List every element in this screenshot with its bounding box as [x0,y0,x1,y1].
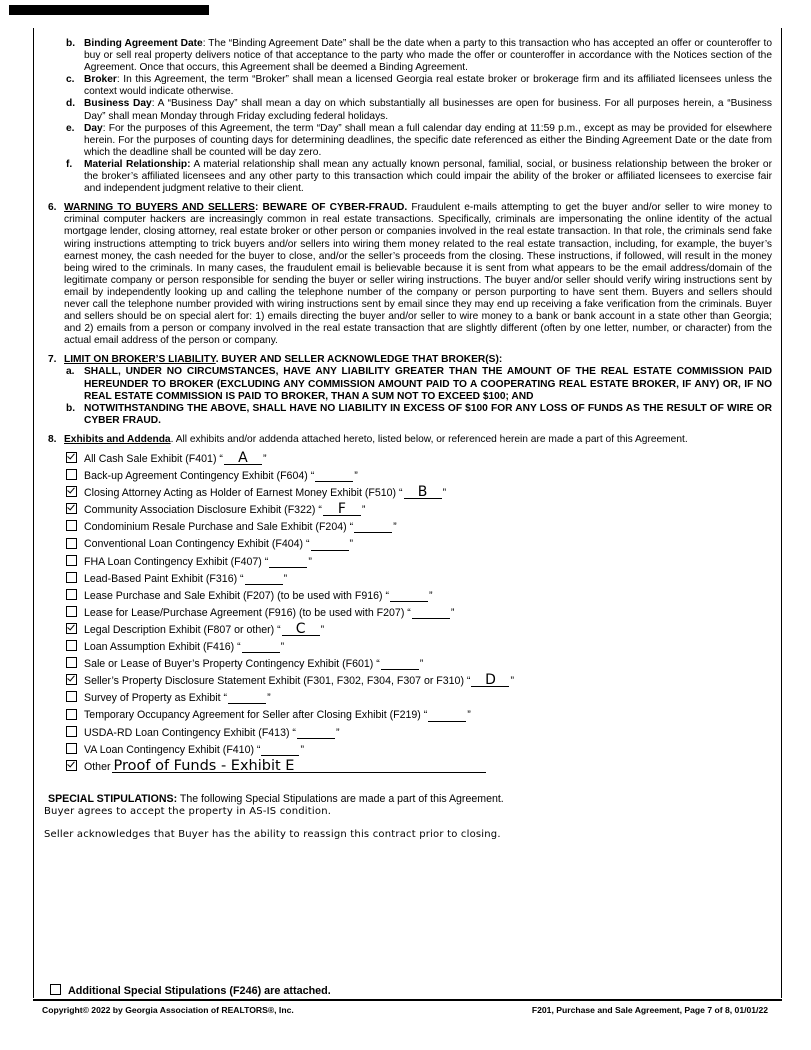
definition-f: f. Material Relationship: A material relationship shall mean any actually known personal, familial, social, or business relationship between the broker or the broker’s affiliated licensees and any other party to this transaction which could impair the ability of the broker or affiliated licensees to exercise fair and independent judgment relative to their client. [66,158,772,195]
definition-e: e. Day: For the purposes of this Agreement, the term “Day” shall mean a full calendar day ending at 11:59 p.m., except as may be provided for elsewhere herein. For the purposes of counting days for determining deadlines, the specific date referenced as either the Binding Agreement Date or the date from which the deadline shall be counted will be day zero. [66,122,772,158]
exhibit-row [66,619,772,636]
section-7b: b. NOTWITHSTANDING THE ABOVE, SHALL HAVE NO LIABILITY IN EXCESS OF $100 FOR ANY LOSS OF FUNDS AS THE RESULT OF WIRE OR CYBER FRAUD. [66,402,772,426]
exhibit-checkbox[interactable] [66,486,77,497]
exhibit-row [66,482,772,499]
close-quote: ” [283,572,288,585]
exhibit-checkbox[interactable] [66,555,77,566]
exhibit-row-other [66,756,772,773]
exhibit-letter-field[interactable] [261,755,299,756]
exhibit-row [66,670,772,687]
exhibit-letter-field[interactable] [315,481,353,482]
redaction-bar [9,5,209,15]
exhibit-checkbox[interactable] [66,743,77,754]
other-exhibit-field[interactable]: Proof of Funds - Exhibit E [112,760,486,773]
exhibit-label: FHA Loan Contingency Exhibit (F407) “ [84,555,269,568]
exhibit-row [66,739,772,756]
exhibit-label: Closing Attorney Acting as Holder of Earnest Money Exhibit (F510) “ [84,487,403,500]
close-quote: ” [429,589,433,602]
exhibit-checkbox[interactable] [66,469,77,480]
exhibit-label: Temporary Occupancy Agreement for Seller after Closing Exhibit (F219) “ [84,709,428,722]
special-stipulations-heading: SPECIAL STIPULATIONS: The following Special Stipulations are made a part of this Agreement. [48,792,504,805]
close-quote: ” [393,521,397,534]
definition-c: c. Broker: In this Agreement, the term “Broker” shall mean a licensed Georgia real estate broker or brokerage firm and its affiliated licensees unless the context would indicate otherwise. [66,74,772,98]
exhibit-row [66,516,772,533]
exhibit-label: Condominium Resale Purchase and Sale Exhibit (F204) “ [84,521,354,534]
definition-d: d. Business Day: A “Business Day” shall mean a day on which substantially all businesses are open for business. For all purposes herein, a “Business Day” shall mean Monday through Friday excluding federal holidays. [66,98,772,122]
footer-rule [33,999,782,1001]
exhibit-letter-field[interactable] [381,669,419,670]
other-checkbox[interactable] [66,760,77,771]
exhibit-label: Sale or Lease of Buyer’s Property Contingency Exhibit (F601) “ [84,658,380,671]
close-quote: ” [354,470,358,483]
exhibit-checkbox[interactable] [66,538,77,549]
exhibit-letter-field[interactable] [390,601,428,602]
exhibit-row [66,465,772,482]
close-quote: ” [320,623,325,636]
exhibit-letter-field[interactable] [428,721,466,722]
close-quote: ” [467,709,471,722]
additional-stipulations-checkbox[interactable] [50,984,61,995]
exhibit-checkbox[interactable] [66,452,77,463]
exhibit-checkbox[interactable] [66,709,77,720]
exhibit-checkbox[interactable] [66,674,77,685]
exhibit-row [66,551,772,568]
section-7-liability: 7. LIMIT ON BROKER’S LIABILITY. BUYER AND SELLER ACKNOWLEDGE THAT BROKER(S): [48,354,503,366]
exhibit-label: Lease for Lease/Purchase Agreement (F916) (to be used with F207) “ [84,606,411,619]
exhibit-row [66,687,772,704]
close-quote: ” [510,675,514,688]
exhibit-label: Lease Purchase and Sale Exhibit (F207) (to be used with F916) “ [84,589,390,602]
exhibit-label: USDA-RD Loan Contingency Exhibit (F413) “ [84,726,296,739]
close-quote: ” [308,555,312,568]
close-quote: ” [442,487,447,500]
exhibit-checkbox[interactable] [66,589,77,600]
exhibit-checkbox[interactable] [66,691,77,702]
exhibit-row [66,602,772,619]
exhibit-label: Loan Assumption Exhibit (F416) “ [84,641,241,654]
exhibit-row [66,533,772,550]
exhibit-letter-field[interactable] [412,618,450,619]
exhibit-letter-field[interactable] [297,738,335,739]
exhibit-row [66,448,772,465]
copyright: Copyright© 2022 by Georgia Association of REALTORS®, Inc. [42,1005,294,1015]
close-quote: ” [262,453,267,465]
exhibit-label: Seller’s Property Disclosure Statement Exhibit (F301, F302, F304, F307 or F310) “ [84,675,471,688]
exhibit-checkbox[interactable] [66,657,77,668]
exhibit-label: Legal Description Exhibit (F807 or other) “ [84,623,281,636]
close-quote: ” [361,504,366,517]
close-quote: ” [280,641,285,654]
exhibit-label: All Cash Sale Exhibit (F401) “ [84,453,223,465]
exhibit-row [66,499,772,516]
exhibit-letter-field[interactable]: F [323,503,361,516]
other-label: Other [84,760,111,773]
exhibit-label: Survey of Property as Exhibit “ [84,692,228,705]
exhibit-label: Back-up Agreement Contingency Exhibit (F604) “ [84,470,315,483]
close-quote: ” [267,692,271,705]
exhibit-checkbox[interactable] [66,726,77,737]
exhibit-label: Community Association Disclosure Exhibit (F322) “ [84,504,322,517]
exhibit-letter-field[interactable] [269,567,307,568]
section-6-cyber-fraud: 6. WARNING TO BUYERS AND SELLERS: BEWARE OF CYBER-FRAUD. Fraudulent e-mails attempting to get the buyer and/or seller to wire money to criminal computer hackers are increasingly common in real estate transactions. Specifically, criminals are impersonating the online identity of the actual mortgage lender, closing attorney, real estate broker or other person or companies involved in the real estate transaction. In that role, the criminals send fake wiring instructions attempting to trick buyers and/or sellers into wiring them money related to the real estate transaction, including, for example, the buyer’s earnest money, the cash needed for the buyer to close, and/or the seller’s proceeds from the closing. These instructions, if followed, will result in the money being wired to the criminals. In many cases, the fraudulent email is believable because it is sent from what appears to be the email address/domain of the legitimate company or person responsible for sending the buyer or seller wiring instructions. The buyer and/or seller should verify wiring instructions sent by email by independently looking up and calling the telephone number of the company or person purporting to have sent them. Buyers and sellers should never call the telephone number provided with wiring instructions sent by email since they may end up receiving a fake verification from the criminals. Buyer and sellers should be on special alert for: 1) emails directing the buyer and/or seller to wire money to a bank or bank account in a state other than Georgia; and 2) emails from a person or company involved in the real estate transaction that are slightly different (often by one letter, number, or character) from the actual email address of the person or company. [48,202,773,347]
close-quote: ” [300,743,304,756]
section-7a: a. SHALL, UNDER NO CIRCUMSTANCES, HAVE ANY LIABILITY GREATER THAN THE AMOUNT OF THE REAL ESTATE COMMISSION PAID HEREUNDER TO BROKER (EXCLUDING ANY COMMISSION AMOUNT PAID TO A COOPERATING REAL ESTATE BROKER, IF ANY) OR, IF NO REAL ESTATE COMMISSION IS PAID TO BROKER, THAN A SUM NOT TO EXCEED $100; AND [66,366,772,402]
close-quote: ” [335,726,340,739]
close-quote: ” [419,658,424,671]
exhibit-checkbox[interactable] [66,520,77,531]
stipulation-line: Buyer agrees to accept the property in AS-IS condition. [44,805,332,817]
exhibit-row [66,585,772,602]
exhibit-checkbox[interactable] [66,623,77,634]
exhibit-letter-field[interactable] [228,703,266,704]
exhibit-letter-field[interactable] [354,532,392,533]
close-quote: ” [349,538,354,551]
document-body [44,38,772,841]
close-quote: ” [450,606,455,619]
stipulation-line: Seller acknowledges that Buyer has the ability to reassign this contract prior to closing. [44,828,501,840]
exhibit-row [66,568,772,585]
exhibit-label: Lead-Based Paint Exhibit (F316) “ [84,572,244,585]
exhibit-checkbox[interactable] [66,503,77,514]
exhibit-row [66,722,772,739]
exhibit-letter-field[interactable]: D [471,674,509,687]
form-identifier: F201, Purchase and Sale Agreement, Page 7 of 8, 01/01/22 [531,1005,768,1015]
exhibit-row [66,653,772,670]
exhibit-letter-field[interactable]: A [224,452,262,465]
exhibit-letter-field[interactable]: B [404,486,442,499]
exhibit-letter-field[interactable] [245,584,283,585]
section-8-exhibits: 8. Exhibits and Addenda. All exhibits and/or addenda attached hereto, listed below, or referenced herein are made a part of this Agreement. [48,433,688,445]
exhibit-letter-field[interactable] [242,652,280,653]
exhibit-checklist [66,448,772,773]
exhibit-checkbox[interactable] [66,572,77,583]
definition-b: b. Binding Agreement Date: The “Binding Agreement Date” shall be the date when a party to this transaction who has accepted an offer or counteroffer to buy or sell real property delivers notice of that acceptance to the party who made the offer or counteroffer in accordance with the Notices section of the Agreement. Once that occurs, this Agreement shall be deemed a Binding Agreement. [66,38,772,74]
exhibit-letter-field[interactable] [311,550,349,551]
exhibit-checkbox[interactable] [66,606,77,617]
additional-stipulations: Additional Special Stipulations (F246) are attached. [50,984,331,997]
exhibit-letter-field[interactable]: C [282,623,320,636]
exhibit-label: Conventional Loan Contingency Exhibit (F404) “ [84,538,310,551]
exhibit-row [66,704,772,721]
exhibit-checkbox[interactable] [66,640,77,651]
exhibit-row [66,636,772,653]
exhibit-label: VA Loan Contingency Exhibit (F410) “ [84,743,261,756]
